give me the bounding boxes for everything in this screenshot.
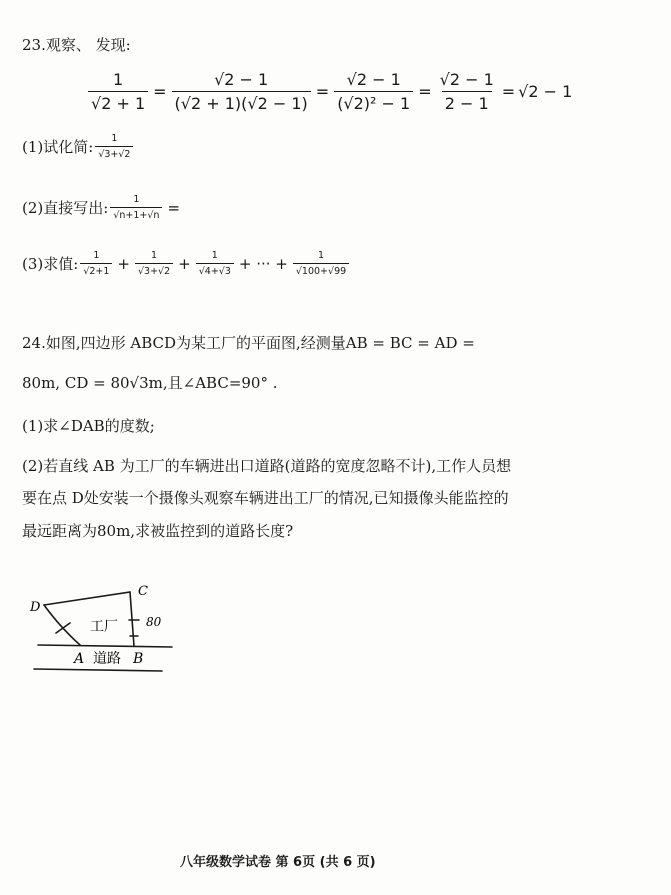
q23-part-3-term-3	[196, 250, 234, 277]
ellipsis-sign: + ··· +	[238, 254, 288, 273]
q23-part-3	[22, 250, 351, 277]
eq-term-2-den: (√2 + 1)(√2 − 1)	[172, 91, 311, 113]
term-1-num: 1	[93, 250, 100, 261]
q24-part-2-line-1: (2)若直线 AB 为工厂的车辆进出口道路(道路的宽度忽略不计),工作人员想	[22, 457, 512, 475]
factory-figure	[20, 575, 190, 680]
q23-part-3-term-2	[135, 250, 173, 277]
label-factory: 工厂	[90, 619, 118, 635]
quadrilateral-da	[44, 605, 80, 645]
q23-part-3-term-4	[293, 250, 349, 277]
q23-part-2-fraction	[110, 194, 162, 221]
q23-part-1	[22, 133, 135, 160]
plus-sign: +	[178, 254, 191, 273]
q23-observation-equation	[86, 70, 572, 113]
label-c: C	[138, 584, 148, 599]
label-road: 道路	[93, 651, 121, 667]
q24-line-1: 24.如图,四边形 ABCD为某工厂的平面图,经测量AB = BC = AD =	[22, 334, 475, 352]
road-line-bottom	[34, 669, 162, 671]
eq-term-3	[334, 70, 413, 113]
eq-term-1	[88, 70, 148, 113]
q24-part-2-line-3: 最远距离为80m,求被监控到的道路长度?	[22, 522, 294, 540]
label-80: 80	[146, 615, 162, 629]
q23-part-2	[22, 194, 183, 221]
eq-term-4-den: 2 − 1	[442, 91, 492, 113]
q23-part-3-term-1	[80, 250, 112, 277]
plus-sign: +	[117, 254, 130, 273]
q23-title: 23.观察、 发现:	[22, 36, 131, 54]
q23-part-2-equals: =	[167, 198, 181, 217]
tick-mark-ad	[56, 623, 70, 633]
q23-part-2-label: (2)直接写出:	[22, 199, 109, 217]
q23-part-1-label: (1)试化简:	[22, 138, 94, 156]
term-2-num: 1	[151, 250, 158, 261]
q23-part-1-num: 1	[111, 133, 118, 144]
page-footer: 八年级数学试卷 第 6页 (共 6 页)	[180, 855, 376, 870]
term-1-den: √2+1	[80, 263, 112, 277]
q23-part-1-den: √3+√2	[95, 146, 133, 160]
eq-term-4	[437, 70, 497, 113]
q24-part-1: (1)求∠DAB的度数;	[22, 417, 155, 435]
term-3-den: √4+√3	[196, 263, 234, 277]
quadrilateral-dc-cb	[44, 592, 134, 646]
eq-sign-3: =	[418, 82, 432, 101]
eq-sign-4: =	[501, 82, 516, 101]
eq-term-3-den: (√2)² − 1	[334, 91, 413, 113]
eq-term-1-num: 1	[112, 70, 124, 89]
term-2-den: √3+√2	[135, 263, 173, 277]
term-4-num: 1	[318, 250, 325, 261]
eq-result: √2 − 1	[518, 82, 573, 101]
q23-part-2-den: √n+1+√n	[110, 207, 162, 221]
q24-line-2: 80m, CD = 80√3m,且∠ABC=90° .	[22, 374, 278, 392]
eq-term-2-num: √2 − 1	[214, 70, 269, 89]
q23-part-1-fraction	[95, 133, 133, 160]
eq-term-2	[172, 70, 311, 113]
label-a: A	[74, 651, 85, 667]
label-d: D	[30, 600, 41, 615]
eq-term-1-den: √2 + 1	[88, 91, 148, 113]
q23-part-2-num: 1	[133, 194, 140, 205]
eq-sign-2: =	[315, 82, 330, 101]
road-line-top	[38, 645, 172, 647]
eq-term-3-num: √2 − 1	[346, 70, 401, 89]
eq-term-4-num: √2 − 1	[439, 70, 494, 89]
term-4-den: √100+√99	[293, 263, 349, 277]
label-b: B	[133, 651, 144, 667]
eq-sign-1: =	[153, 82, 167, 101]
q23-part-3-label: (3)求值:	[22, 255, 79, 273]
q24-part-2-line-2: 要在点 D处安装一个摄像头观察车辆进出工厂的情况,已知摄像头能监控的	[22, 489, 509, 507]
term-3-num: 1	[211, 250, 218, 261]
